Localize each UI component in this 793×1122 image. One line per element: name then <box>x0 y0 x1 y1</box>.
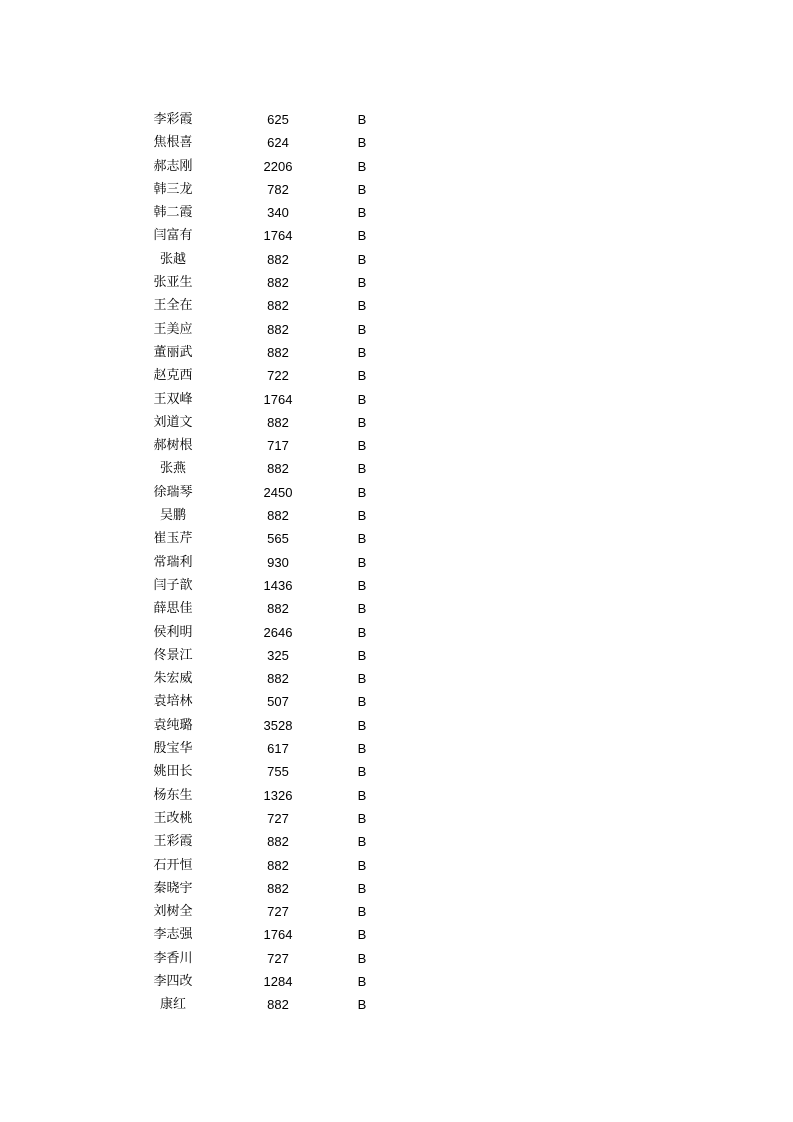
amount-cell: 727 <box>267 950 289 966</box>
name-cell: 李彩霞 <box>153 112 193 127</box>
grade-cell: B <box>357 531 367 547</box>
amount-cell: 882 <box>267 880 289 896</box>
name-cell: 闫子歆 <box>153 577 193 593</box>
table-row <box>0 667 793 690</box>
amount-cell: 882 <box>267 834 289 850</box>
grade-cell: B <box>357 647 367 663</box>
name-cell: 张亚生 <box>153 275 193 291</box>
table-row <box>0 364 793 387</box>
name-cell: 焦根喜 <box>153 135 193 151</box>
grade-cell: B <box>357 554 367 570</box>
amount-cell: 882 <box>267 298 289 314</box>
amount-cell: 1764 <box>263 391 293 407</box>
amount-cell: 882 <box>267 997 289 1013</box>
grade-cell: B <box>357 251 367 267</box>
name-cell: 石开恒 <box>153 857 193 873</box>
table-row <box>0 854 793 877</box>
name-cell: 袁培林 <box>153 694 193 710</box>
grade-cell: B <box>357 275 367 291</box>
grade-cell: B <box>357 438 367 454</box>
table-row <box>0 248 793 271</box>
amount-cell: 755 <box>267 764 289 780</box>
grade-cell: B <box>357 973 367 989</box>
name-cell: 赵克西 <box>153 368 193 384</box>
grade-cell: B <box>357 461 367 477</box>
grade-cell: B <box>357 601 367 617</box>
name-cell: 王美应 <box>153 321 193 337</box>
table-row <box>0 481 793 504</box>
amount-cell: 625 <box>267 112 289 127</box>
grade-cell: B <box>357 508 367 524</box>
amount-cell: 340 <box>267 205 289 221</box>
name-cell: 徐瑞琴 <box>153 484 193 500</box>
amount-cell: 2206 <box>263 158 293 174</box>
table-row <box>0 970 793 993</box>
grade-cell: B <box>357 671 367 687</box>
name-cell: 侯利明 <box>153 624 193 640</box>
grade-cell: B <box>357 810 367 826</box>
table-row <box>0 457 793 480</box>
grade-cell: B <box>357 950 367 966</box>
grade-cell: B <box>357 834 367 850</box>
grade-cell: B <box>357 764 367 780</box>
name-cell: 韩三龙 <box>153 181 193 197</box>
table-row <box>0 527 793 550</box>
amount-cell: 882 <box>267 461 289 477</box>
amount-cell: 782 <box>267 181 289 197</box>
table-row <box>0 434 793 457</box>
table-row <box>0 760 793 783</box>
grade-cell: B <box>357 787 367 803</box>
table-row <box>0 737 793 760</box>
name-cell: 张燕 <box>159 461 186 477</box>
grade-cell: B <box>357 577 367 593</box>
table-row <box>0 551 793 574</box>
amount-cell: 325 <box>267 647 289 663</box>
amount-cell: 1326 <box>263 787 293 803</box>
amount-cell: 1436 <box>263 577 293 593</box>
name-cell: 秦晓宇 <box>153 880 193 896</box>
name-cell: 朱宏威 <box>153 671 193 687</box>
grade-cell: B <box>357 135 367 151</box>
table-row <box>0 411 793 434</box>
table-row <box>0 947 793 970</box>
table-row <box>0 923 793 946</box>
table-row <box>0 900 793 923</box>
table-row <box>0 271 793 294</box>
name-cell: 袁纯璐 <box>153 717 193 733</box>
name-cell: 王彩霞 <box>153 834 193 850</box>
name-cell: 杨东生 <box>153 787 193 803</box>
amount-cell: 1764 <box>263 228 293 244</box>
name-cell: 常瑞利 <box>153 554 193 570</box>
table-row <box>0 108 793 131</box>
name-cell: 郝志刚 <box>153 158 193 174</box>
name-cell: 殷宝华 <box>153 741 193 757</box>
name-cell: 姚田长 <box>153 764 193 780</box>
grade-cell: B <box>357 298 367 314</box>
amount-cell: 882 <box>267 275 289 291</box>
name-cell: 郝树根 <box>153 438 193 454</box>
grade-cell: B <box>357 112 367 127</box>
grade-cell: B <box>357 228 367 244</box>
table-row <box>0 597 793 620</box>
name-cell: 薛思佳 <box>153 601 193 617</box>
table-row <box>0 388 793 411</box>
grade-cell: B <box>357 321 367 337</box>
table-row <box>0 318 793 341</box>
amount-cell: 930 <box>267 554 289 570</box>
amount-cell: 1284 <box>263 973 293 989</box>
table-row <box>0 178 793 201</box>
amount-cell: 882 <box>267 251 289 267</box>
name-cell: 王双峰 <box>153 391 193 407</box>
grade-cell: B <box>357 927 367 943</box>
grade-cell: B <box>357 624 367 640</box>
grade-cell: B <box>357 181 367 197</box>
table-row <box>0 155 793 178</box>
amount-cell: 882 <box>267 508 289 524</box>
grade-cell: B <box>357 904 367 920</box>
amount-cell: 722 <box>267 368 289 384</box>
amount-cell: 882 <box>267 414 289 430</box>
grade-cell: B <box>357 414 367 430</box>
name-cell: 佟景江 <box>153 647 193 663</box>
amount-cell: 882 <box>267 321 289 337</box>
grade-cell: B <box>357 344 367 360</box>
name-cell: 韩二霞 <box>153 205 193 221</box>
grade-cell: B <box>357 391 367 407</box>
grade-cell: B <box>357 368 367 384</box>
table-row <box>0 993 793 1016</box>
table-row <box>0 294 793 317</box>
name-cell: 张越 <box>159 251 186 267</box>
name-cell: 吴鹏 <box>159 508 186 524</box>
amount-cell: 2646 <box>263 624 293 640</box>
amount-cell: 617 <box>267 741 289 757</box>
data-table <box>0 108 793 1017</box>
table-row <box>0 784 793 807</box>
table-row <box>0 690 793 713</box>
name-cell: 李志强 <box>153 927 193 943</box>
table-row <box>0 574 793 597</box>
name-cell: 闫富有 <box>153 228 193 244</box>
table-row <box>0 201 793 224</box>
name-cell: 李香川 <box>153 950 193 966</box>
amount-cell: 1764 <box>263 927 293 943</box>
amount-cell: 882 <box>267 671 289 687</box>
name-cell: 崔玉芹 <box>153 531 193 547</box>
name-cell: 王改桃 <box>153 810 193 826</box>
amount-cell: 507 <box>267 694 289 710</box>
table-row <box>0 644 793 667</box>
amount-cell: 624 <box>267 135 289 151</box>
name-cell: 刘树全 <box>153 904 193 920</box>
grade-cell: B <box>357 997 367 1013</box>
grade-cell: B <box>357 205 367 221</box>
grade-cell: B <box>357 857 367 873</box>
amount-cell: 882 <box>267 601 289 617</box>
name-cell: 刘道文 <box>153 414 193 430</box>
grade-cell: B <box>357 717 367 733</box>
amount-cell: 3528 <box>263 717 293 733</box>
name-cell: 康红 <box>159 997 186 1013</box>
table-row <box>0 504 793 527</box>
amount-cell: 565 <box>267 531 289 547</box>
amount-cell: 727 <box>267 904 289 920</box>
grade-cell: B <box>357 158 367 174</box>
table-row <box>0 830 793 853</box>
grade-cell: B <box>357 880 367 896</box>
name-cell: 李四改 <box>153 973 193 989</box>
table-row <box>0 224 793 247</box>
table-row <box>0 877 793 900</box>
grade-cell: B <box>357 741 367 757</box>
amount-cell: 727 <box>267 810 289 826</box>
table-row <box>0 621 793 644</box>
name-cell: 王全在 <box>153 298 193 314</box>
table-row <box>0 341 793 364</box>
amount-cell: 882 <box>267 344 289 360</box>
amount-cell: 882 <box>267 857 289 873</box>
grade-cell: B <box>357 484 367 500</box>
grade-cell: B <box>357 694 367 710</box>
table-row <box>0 807 793 830</box>
amount-cell: 2450 <box>263 484 293 500</box>
name-cell: 董丽武 <box>153 344 193 360</box>
amount-cell: 717 <box>267 438 289 454</box>
table-row <box>0 714 793 737</box>
table-row <box>0 131 793 154</box>
